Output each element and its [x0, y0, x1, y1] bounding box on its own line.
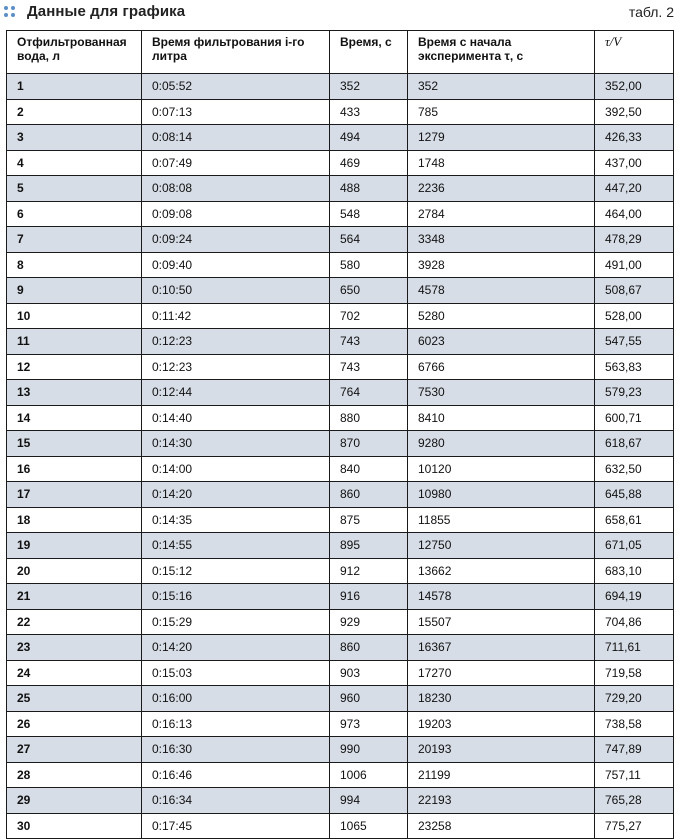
cell-elapsed-time: 10980	[408, 482, 595, 508]
cell-elapsed-time: 6023	[408, 329, 595, 355]
table-row	[7, 354, 674, 380]
cell-tau-over-v: 426,33	[595, 125, 674, 151]
cell-elapsed-time: 12750	[408, 533, 595, 559]
cell-elapsed-time: 23258	[408, 813, 595, 839]
cell-volume: 13	[7, 380, 142, 406]
cell-volume: 28	[7, 762, 142, 788]
cell-volume: 19	[7, 533, 142, 559]
cell-time-seconds: 743	[330, 329, 408, 355]
cell-elapsed-time: 3348	[408, 227, 595, 253]
cell-elapsed-time: 10120	[408, 456, 595, 482]
table-title: Данные для графика	[27, 3, 186, 20]
table-row	[7, 329, 674, 355]
cell-time-seconds: 912	[330, 558, 408, 584]
cell-time-seconds: 702	[330, 303, 408, 329]
table-row	[7, 533, 674, 559]
cell-time-seconds: 860	[330, 482, 408, 508]
cell-elapsed-time: 14578	[408, 584, 595, 610]
cell-volume: 29	[7, 788, 142, 814]
cell-volume: 21	[7, 584, 142, 610]
cell-time-seconds: 352	[330, 74, 408, 100]
cell-tau-over-v: 528,00	[595, 303, 674, 329]
cell-elapsed-time: 5280	[408, 303, 595, 329]
cell-volume: 14	[7, 405, 142, 431]
cell-tau-over-v: 632,50	[595, 456, 674, 482]
cell-filtration-time: 0:07:49	[142, 150, 330, 176]
cell-tau-over-v: 683,10	[595, 558, 674, 584]
cell-filtration-time: 0:14:20	[142, 482, 330, 508]
cell-volume: 26	[7, 711, 142, 737]
cell-tau-over-v: 447,20	[595, 176, 674, 202]
cell-filtration-time: 0:10:50	[142, 278, 330, 304]
cell-time-seconds: 916	[330, 584, 408, 610]
cell-elapsed-time: 7530	[408, 380, 595, 406]
cell-elapsed-time: 22193	[408, 788, 595, 814]
table-row	[7, 507, 674, 533]
cell-filtration-time: 0:05:52	[142, 74, 330, 100]
table-row	[7, 456, 674, 482]
table-row	[7, 635, 674, 661]
cell-volume: 22	[7, 609, 142, 635]
table-row	[7, 482, 674, 508]
cell-volume: 16	[7, 456, 142, 482]
cell-tau-over-v: 491,00	[595, 252, 674, 278]
cell-volume: 18	[7, 507, 142, 533]
cell-tau-over-v: 757,11	[595, 762, 674, 788]
cell-time-seconds: 433	[330, 99, 408, 125]
cell-elapsed-time: 785	[408, 99, 595, 125]
table-header-bar	[0, 0, 678, 28]
cell-tau-over-v: 671,05	[595, 533, 674, 559]
column-header-tau-over-v: τ/V	[595, 31, 674, 74]
cell-elapsed-time: 2784	[408, 201, 595, 227]
table-row	[7, 278, 674, 304]
cell-time-seconds: 990	[330, 737, 408, 763]
table-row	[7, 660, 674, 686]
cell-filtration-time: 0:12:44	[142, 380, 330, 406]
table-row	[7, 813, 674, 839]
cell-tau-over-v: 478,29	[595, 227, 674, 253]
cell-tau-over-v: 508,67	[595, 278, 674, 304]
cell-tau-over-v: 579,23	[595, 380, 674, 406]
cell-elapsed-time: 21199	[408, 762, 595, 788]
table-row	[7, 405, 674, 431]
cell-time-seconds: 494	[330, 125, 408, 151]
cell-volume: 11	[7, 329, 142, 355]
table-row	[7, 201, 674, 227]
cell-elapsed-time: 352	[408, 74, 595, 100]
table-row	[7, 150, 674, 176]
cell-volume: 12	[7, 354, 142, 380]
cell-time-seconds: 764	[330, 380, 408, 406]
cell-elapsed-time: 2236	[408, 176, 595, 202]
cell-filtration-time: 0:14:35	[142, 507, 330, 533]
table-number: табл. 2	[628, 4, 674, 20]
cell-filtration-time: 0:15:29	[142, 609, 330, 635]
cell-volume: 24	[7, 660, 142, 686]
cell-elapsed-time: 4578	[408, 278, 595, 304]
cell-filtration-time: 0:11:42	[142, 303, 330, 329]
cell-filtration-time: 0:17:45	[142, 813, 330, 839]
cell-elapsed-time: 19203	[408, 711, 595, 737]
cell-time-seconds: 903	[330, 660, 408, 686]
cell-filtration-time: 0:16:30	[142, 737, 330, 763]
cell-volume: 17	[7, 482, 142, 508]
cell-tau-over-v: 645,88	[595, 482, 674, 508]
cell-time-seconds: 929	[330, 609, 408, 635]
cell-tau-over-v: 719,58	[595, 660, 674, 686]
cell-filtration-time: 0:16:34	[142, 788, 330, 814]
cell-filtration-time: 0:15:16	[142, 584, 330, 610]
cell-elapsed-time: 16367	[408, 635, 595, 661]
cell-volume: 20	[7, 558, 142, 584]
cell-volume: 23	[7, 635, 142, 661]
cell-elapsed-time: 6766	[408, 354, 595, 380]
cell-tau-over-v: 437,00	[595, 150, 674, 176]
cell-time-seconds: 743	[330, 354, 408, 380]
table-row	[7, 686, 674, 712]
cell-filtration-time: 0:15:03	[142, 660, 330, 686]
cell-filtration-time: 0:08:14	[142, 125, 330, 151]
cell-elapsed-time: 1748	[408, 150, 595, 176]
column-header-elapsed-time: Время с начала эксперимента τ, с	[408, 31, 595, 74]
cell-time-seconds: 1065	[330, 813, 408, 839]
table-row	[7, 303, 674, 329]
table-row	[7, 99, 674, 125]
table-row	[7, 584, 674, 610]
cell-tau-over-v: 747,89	[595, 737, 674, 763]
cell-tau-over-v: 658,61	[595, 507, 674, 533]
cell-volume: 9	[7, 278, 142, 304]
cell-tau-over-v: 392,50	[595, 99, 674, 125]
cell-tau-over-v: 563,83	[595, 354, 674, 380]
table-row	[7, 380, 674, 406]
table-header-row	[7, 31, 674, 74]
cell-filtration-time: 0:15:12	[142, 558, 330, 584]
cell-filtration-time: 0:16:46	[142, 762, 330, 788]
table-row	[7, 788, 674, 814]
column-header-filtration-time: Время фильтрования i-го литра	[142, 31, 330, 74]
cell-elapsed-time: 8410	[408, 405, 595, 431]
cell-volume: 3	[7, 125, 142, 151]
cell-time-seconds: 580	[330, 252, 408, 278]
cell-volume: 5	[7, 176, 142, 202]
cell-filtration-time: 0:09:08	[142, 201, 330, 227]
cell-volume: 8	[7, 252, 142, 278]
cell-filtration-time: 0:14:30	[142, 431, 330, 457]
table-row	[7, 252, 674, 278]
cell-time-seconds: 860	[330, 635, 408, 661]
cell-elapsed-time: 11855	[408, 507, 595, 533]
cell-filtration-time: 0:16:13	[142, 711, 330, 737]
cell-volume: 2	[7, 99, 142, 125]
cell-volume: 25	[7, 686, 142, 712]
cell-tau-over-v: 464,00	[595, 201, 674, 227]
cell-elapsed-time: 18230	[408, 686, 595, 712]
cell-volume: 10	[7, 303, 142, 329]
cell-tau-over-v: 775,27	[595, 813, 674, 839]
cell-volume: 27	[7, 737, 142, 763]
cell-filtration-time: 0:12:23	[142, 329, 330, 355]
bullet-dots-icon	[4, 6, 18, 20]
cell-elapsed-time: 3928	[408, 252, 595, 278]
table-row	[7, 431, 674, 457]
cell-filtration-time: 0:09:40	[142, 252, 330, 278]
table-body	[7, 74, 674, 839]
cell-tau-over-v: 694,19	[595, 584, 674, 610]
cell-elapsed-time: 13662	[408, 558, 595, 584]
cell-filtration-time: 0:09:24	[142, 227, 330, 253]
cell-tau-over-v: 729,20	[595, 686, 674, 712]
cell-volume: 1	[7, 74, 142, 100]
cell-time-seconds: 840	[330, 456, 408, 482]
cell-time-seconds: 994	[330, 788, 408, 814]
cell-volume: 4	[7, 150, 142, 176]
cell-elapsed-time: 17270	[408, 660, 595, 686]
cell-tau-over-v: 704,86	[595, 609, 674, 635]
cell-time-seconds: 973	[330, 711, 408, 737]
table-row	[7, 125, 674, 151]
cell-time-seconds: 1006	[330, 762, 408, 788]
cell-tau-over-v: 738,58	[595, 711, 674, 737]
cell-time-seconds: 960	[330, 686, 408, 712]
cell-time-seconds: 469	[330, 150, 408, 176]
cell-filtration-time: 0:14:20	[142, 635, 330, 661]
table-row	[7, 176, 674, 202]
cell-tau-over-v: 618,67	[595, 431, 674, 457]
cell-tau-over-v: 765,28	[595, 788, 674, 814]
cell-volume: 15	[7, 431, 142, 457]
cell-filtration-time: 0:08:08	[142, 176, 330, 202]
table-row	[7, 762, 674, 788]
column-header-filtered-water: Отфильтрованная вода, л	[7, 31, 142, 74]
cell-volume: 6	[7, 201, 142, 227]
table-row	[7, 558, 674, 584]
cell-time-seconds: 880	[330, 405, 408, 431]
cell-volume: 7	[7, 227, 142, 253]
cell-time-seconds: 650	[330, 278, 408, 304]
cell-filtration-time: 0:12:23	[142, 354, 330, 380]
table-row	[7, 227, 674, 253]
cell-time-seconds: 875	[330, 507, 408, 533]
cell-time-seconds: 548	[330, 201, 408, 227]
cell-tau-over-v: 352,00	[595, 74, 674, 100]
table-row	[7, 609, 674, 635]
cell-tau-over-v: 711,61	[595, 635, 674, 661]
table-row	[7, 74, 674, 100]
cell-tau-over-v: 600,71	[595, 405, 674, 431]
cell-time-seconds: 895	[330, 533, 408, 559]
cell-time-seconds: 870	[330, 431, 408, 457]
column-header-time-seconds: Время, с	[330, 31, 408, 74]
cell-filtration-time: 0:14:40	[142, 405, 330, 431]
cell-elapsed-time: 1279	[408, 125, 595, 151]
cell-filtration-time: 0:07:13	[142, 99, 330, 125]
cell-time-seconds: 488	[330, 176, 408, 202]
cell-elapsed-time: 15507	[408, 609, 595, 635]
cell-filtration-time: 0:14:55	[142, 533, 330, 559]
table-row	[7, 711, 674, 737]
cell-elapsed-time: 20193	[408, 737, 595, 763]
cell-volume: 30	[7, 813, 142, 839]
cell-tau-over-v: 547,55	[595, 329, 674, 355]
cell-filtration-time: 0:14:00	[142, 456, 330, 482]
cell-time-seconds: 564	[330, 227, 408, 253]
cell-elapsed-time: 9280	[408, 431, 595, 457]
data-table	[6, 30, 674, 839]
table-row	[7, 737, 674, 763]
cell-filtration-time: 0:16:00	[142, 686, 330, 712]
